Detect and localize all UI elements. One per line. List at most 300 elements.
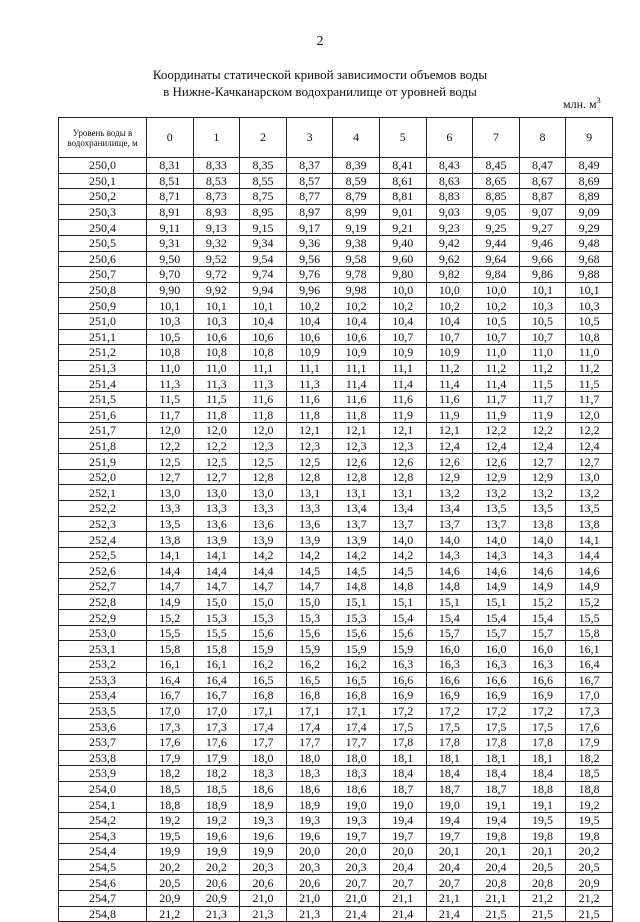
table-cell: 14,8 — [426, 579, 473, 595]
table-cell: 13,1 — [333, 485, 380, 501]
document-title — [0, 66, 640, 100]
table-cell: 13,6 — [286, 516, 333, 532]
table-cell: 19,1 — [473, 797, 520, 813]
table-cell: 20,4 — [426, 859, 473, 875]
table-cell: 9,44 — [473, 235, 520, 251]
row-level: 254,2 — [59, 812, 147, 828]
table-cell: 16,2 — [240, 657, 287, 673]
table-cell: 14,6 — [519, 563, 566, 579]
table-cell: 9,84 — [473, 267, 520, 283]
table-cell: 14,6 — [426, 563, 473, 579]
header-col-4: 4 — [333, 118, 380, 158]
table-cell: 12,1 — [286, 423, 333, 439]
table-cell: 9,25 — [473, 220, 520, 236]
table-cell: 15,7 — [519, 625, 566, 641]
table-cell: 17,2 — [473, 703, 520, 719]
row-level: 252,9 — [59, 610, 147, 626]
table-cell: 9,01 — [379, 204, 426, 220]
table-cell: 13,7 — [379, 516, 426, 532]
table-cell: 20,2 — [193, 859, 240, 875]
table-cell: 13,3 — [147, 501, 194, 517]
table-cell: 11,3 — [240, 376, 287, 392]
table-cell: 11,0 — [473, 345, 520, 361]
table-row — [59, 594, 613, 610]
table-cell: 16,3 — [473, 657, 520, 673]
table-cell: 9,03 — [426, 204, 473, 220]
table-cell: 11,6 — [333, 391, 380, 407]
table-cell: 10,7 — [426, 329, 473, 345]
table-cell: 19,6 — [286, 828, 333, 844]
table-cell: 11,4 — [333, 376, 380, 392]
table-cell: 13,9 — [333, 532, 380, 548]
table-cell: 19,9 — [147, 844, 194, 860]
table-row — [59, 282, 613, 298]
table-cell: 13,5 — [566, 501, 613, 517]
table-cell: 15,0 — [240, 594, 287, 610]
table-cell: 16,1 — [147, 657, 194, 673]
table-cell: 11,6 — [379, 391, 426, 407]
table-cell: 20,8 — [519, 875, 566, 891]
table-row — [59, 844, 613, 860]
table-cell: 13,4 — [379, 501, 426, 517]
table-cell: 13,8 — [566, 516, 613, 532]
table-cell: 19,8 — [473, 828, 520, 844]
table-cell: 9,82 — [426, 267, 473, 283]
table-cell: 11,5 — [193, 391, 240, 407]
table-cell: 10,4 — [333, 313, 380, 329]
table-cell: 12,6 — [426, 454, 473, 470]
table-cell: 8,89 — [566, 189, 613, 205]
table-cell: 8,69 — [566, 173, 613, 189]
table-cell: 9,64 — [473, 251, 520, 267]
table-row — [59, 766, 613, 782]
row-level: 252,3 — [59, 516, 147, 532]
table-cell: 17,8 — [379, 734, 426, 750]
table-cell: 15,0 — [286, 594, 333, 610]
table-cell: 18,7 — [473, 781, 520, 797]
table-cell: 8,81 — [379, 189, 426, 205]
table-cell: 12,9 — [473, 469, 520, 485]
table-cell: 15,9 — [333, 641, 380, 657]
table-cell: 8,77 — [286, 189, 333, 205]
table-row — [59, 812, 613, 828]
table-cell: 21,4 — [333, 906, 380, 922]
table-cell: 17,6 — [193, 734, 240, 750]
table-cell: 10,1 — [240, 298, 287, 314]
table-cell: 13,4 — [426, 501, 473, 517]
table-row — [59, 485, 613, 501]
table-cell: 16,7 — [566, 672, 613, 688]
table-cell: 11,1 — [379, 360, 426, 376]
table-cell: 10,1 — [147, 298, 194, 314]
table-cell: 17,5 — [519, 719, 566, 735]
table-cell: 19,9 — [240, 844, 287, 860]
table-cell: 10,3 — [566, 298, 613, 314]
table-cell: 20,9 — [147, 890, 194, 906]
table-cell: 13,7 — [426, 516, 473, 532]
table-cell: 13,0 — [566, 469, 613, 485]
table-cell: 20,6 — [286, 875, 333, 891]
table-cell: 18,9 — [286, 797, 333, 813]
table-cell: 12,2 — [473, 423, 520, 439]
table-cell: 13,2 — [473, 485, 520, 501]
table-cell: 10,4 — [426, 313, 473, 329]
table-cell: 14,0 — [379, 532, 426, 548]
table-cell: 11,8 — [333, 407, 380, 423]
table-cell: 9,96 — [286, 282, 333, 298]
table-cell: 9,36 — [286, 235, 333, 251]
header-col-6: 6 — [426, 118, 473, 158]
table-cell: 12,3 — [379, 438, 426, 454]
table-cell: 19,2 — [193, 812, 240, 828]
table-cell: 12,9 — [426, 469, 473, 485]
table-cell: 11,6 — [286, 391, 333, 407]
table-cell: 10,0 — [379, 282, 426, 298]
header-col-3: 3 — [286, 118, 333, 158]
table-row — [59, 532, 613, 548]
table-cell: 15,4 — [519, 610, 566, 626]
table-cell: 11,7 — [147, 407, 194, 423]
table-cell: 17,7 — [240, 734, 287, 750]
table-cell: 17,7 — [333, 734, 380, 750]
table-cell: 12,8 — [379, 469, 426, 485]
table-cell: 8,71 — [147, 189, 194, 205]
table-cell: 12,8 — [333, 469, 380, 485]
table-cell: 9,72 — [193, 267, 240, 283]
table-row — [59, 189, 613, 205]
table-cell: 16,3 — [379, 657, 426, 673]
table-cell: 10,2 — [473, 298, 520, 314]
table-cell: 11,7 — [519, 391, 566, 407]
row-level: 254,1 — [59, 797, 147, 813]
table-cell: 9,07 — [519, 204, 566, 220]
table-cell: 11,2 — [426, 360, 473, 376]
table-cell: 17,7 — [286, 734, 333, 750]
row-level: 250,8 — [59, 282, 147, 298]
table-cell: 11,1 — [286, 360, 333, 376]
table-cell: 12,7 — [147, 469, 194, 485]
table-cell: 15,5 — [566, 610, 613, 626]
table-cell: 12,0 — [193, 423, 240, 439]
table-cell: 13,7 — [333, 516, 380, 532]
table-cell: 18,8 — [566, 781, 613, 797]
table-row — [59, 875, 613, 891]
table-cell: 14,2 — [379, 547, 426, 563]
row-level: 253,1 — [59, 641, 147, 657]
table-cell: 20,3 — [286, 859, 333, 875]
table-cell: 20,2 — [566, 844, 613, 860]
table-row — [59, 220, 613, 236]
table-cell: 8,43 — [426, 158, 473, 174]
table-cell: 13,8 — [519, 516, 566, 532]
table-cell: 15,6 — [333, 625, 380, 641]
table-cell: 8,93 — [193, 204, 240, 220]
table-cell: 19,1 — [519, 797, 566, 813]
row-level: 254,7 — [59, 890, 147, 906]
table-cell: 20,0 — [333, 844, 380, 860]
table-cell: 11,4 — [473, 376, 520, 392]
table-cell: 15,1 — [333, 594, 380, 610]
row-level: 253,2 — [59, 657, 147, 673]
table-row — [59, 547, 613, 563]
table-cell: 10,7 — [379, 329, 426, 345]
table-cell: 12,8 — [286, 469, 333, 485]
table-cell: 10,1 — [519, 282, 566, 298]
table-row — [59, 890, 613, 906]
table-cell: 13,7 — [473, 516, 520, 532]
table-cell: 19,3 — [286, 812, 333, 828]
table-cell: 16,0 — [519, 641, 566, 657]
table-row — [59, 688, 613, 704]
table-cell: 14,7 — [193, 579, 240, 595]
table-cell: 11,7 — [566, 391, 613, 407]
table-cell: 16,8 — [240, 688, 287, 704]
table-row — [59, 563, 613, 579]
table-cell: 12,0 — [566, 407, 613, 423]
table-cell: 16,3 — [426, 657, 473, 673]
table-row — [59, 158, 613, 174]
row-level: 250,3 — [59, 204, 147, 220]
table-cell: 19,8 — [566, 828, 613, 844]
table-row — [59, 407, 613, 423]
table-row — [59, 360, 613, 376]
table-cell: 14,9 — [147, 594, 194, 610]
table-cell: 21,5 — [566, 906, 613, 922]
table-cell: 15,5 — [193, 625, 240, 641]
table-cell: 18,4 — [519, 766, 566, 782]
title-line-1: Координаты статической кривой зависимости объемов воды — [152, 67, 488, 82]
table-cell: 10,9 — [286, 345, 333, 361]
table-cell: 14,7 — [240, 579, 287, 595]
table-cell: 11,5 — [566, 376, 613, 392]
row-level: 253,9 — [59, 766, 147, 782]
table-cell: 13,6 — [240, 516, 287, 532]
table-cell: 14,9 — [566, 579, 613, 595]
table-cell: 17,8 — [426, 734, 473, 750]
table-row — [59, 672, 613, 688]
table-cell: 17,2 — [519, 703, 566, 719]
table-cell: 9,19 — [333, 220, 380, 236]
table-cell: 15,5 — [147, 625, 194, 641]
table-cell: 8,75 — [240, 189, 287, 205]
table-cell: 9,90 — [147, 282, 194, 298]
table-cell: 20,3 — [333, 859, 380, 875]
table-cell: 10,7 — [519, 329, 566, 345]
table-cell: 20,0 — [379, 844, 426, 860]
header-col-1: 1 — [193, 118, 240, 158]
table-cell: 11,6 — [240, 391, 287, 407]
table-cell: 13,1 — [286, 485, 333, 501]
table-cell: 10,2 — [379, 298, 426, 314]
table-cell: 14,5 — [379, 563, 426, 579]
table-cell: 19,2 — [566, 797, 613, 813]
table-cell: 15,6 — [286, 625, 333, 641]
row-level: 252,1 — [59, 485, 147, 501]
table-row — [59, 204, 613, 220]
table-cell: 15,1 — [473, 594, 520, 610]
header-row — [59, 118, 613, 158]
table-cell: 14,4 — [566, 547, 613, 563]
header-col-2: 2 — [240, 118, 287, 158]
table-cell: 12,4 — [426, 438, 473, 454]
table-cell: 21,0 — [333, 890, 380, 906]
table-cell: 18,5 — [566, 766, 613, 782]
table-row — [59, 251, 613, 267]
table-cell: 12,4 — [473, 438, 520, 454]
table-cell: 8,37 — [286, 158, 333, 174]
table-cell: 12,9 — [519, 469, 566, 485]
table-cell: 15,4 — [426, 610, 473, 626]
table-cell: 8,47 — [519, 158, 566, 174]
table-cell: 19,7 — [333, 828, 380, 844]
table-cell: 9,94 — [240, 282, 287, 298]
table-cell: 19,7 — [426, 828, 473, 844]
table-cell: 17,3 — [147, 719, 194, 735]
table-cell: 17,1 — [333, 703, 380, 719]
table-cell: 16,9 — [379, 688, 426, 704]
table-cell: 12,3 — [240, 438, 287, 454]
table-cell: 17,6 — [566, 719, 613, 735]
table-cell: 20,5 — [519, 859, 566, 875]
table-cell: 9,58 — [333, 251, 380, 267]
table-cell: 13,2 — [519, 485, 566, 501]
table-cell: 9,23 — [426, 220, 473, 236]
table-cell: 11,9 — [473, 407, 520, 423]
row-level: 251,2 — [59, 345, 147, 361]
table-cell: 14,3 — [426, 547, 473, 563]
table-cell: 10,5 — [473, 313, 520, 329]
table-cell: 17,1 — [240, 703, 287, 719]
row-level: 253,4 — [59, 688, 147, 704]
table-cell: 17,0 — [193, 703, 240, 719]
table-cell: 12,1 — [379, 423, 426, 439]
unit-superscript: 3 — [596, 96, 601, 105]
table-cell: 9,92 — [193, 282, 240, 298]
table-cell: 18,5 — [147, 781, 194, 797]
table-cell: 18,5 — [193, 781, 240, 797]
table-cell: 20,9 — [566, 875, 613, 891]
table-cell: 13,3 — [193, 501, 240, 517]
table-cell: 8,35 — [240, 158, 287, 174]
table-row — [59, 376, 613, 392]
header-col-8: 8 — [519, 118, 566, 158]
table-cell: 11,2 — [473, 360, 520, 376]
table-row — [59, 610, 613, 626]
table-cell: 17,9 — [566, 734, 613, 750]
table-cell: 17,9 — [147, 750, 194, 766]
table-row — [59, 345, 613, 361]
table-cell: 9,56 — [286, 251, 333, 267]
table-cell: 9,66 — [519, 251, 566, 267]
table-cell: 14,4 — [147, 563, 194, 579]
table-cell: 16,8 — [333, 688, 380, 704]
table-cell: 19,4 — [473, 812, 520, 828]
table-cell: 18,6 — [240, 781, 287, 797]
table-cell: 10,3 — [519, 298, 566, 314]
row-level: 250,4 — [59, 220, 147, 236]
table-cell: 15,6 — [240, 625, 287, 641]
row-level: 252,6 — [59, 563, 147, 579]
row-level: 251,9 — [59, 454, 147, 470]
table-cell: 15,6 — [379, 625, 426, 641]
table-cell: 10,8 — [147, 345, 194, 361]
table-cell: 12,4 — [566, 438, 613, 454]
table-cell: 18,0 — [333, 750, 380, 766]
table-cell: 12,1 — [333, 423, 380, 439]
table-row — [59, 469, 613, 485]
row-level: 254,6 — [59, 875, 147, 891]
table-cell: 14,0 — [519, 532, 566, 548]
table-cell: 15,0 — [193, 594, 240, 610]
table-cell: 16,3 — [519, 657, 566, 673]
table-cell: 17,2 — [379, 703, 426, 719]
table-row — [59, 454, 613, 470]
table-cell: 14,2 — [240, 547, 287, 563]
row-level: 250,1 — [59, 173, 147, 189]
table-cell: 9,29 — [566, 220, 613, 236]
table-cell: 18,1 — [519, 750, 566, 766]
table-row — [59, 797, 613, 813]
table-cell: 9,13 — [193, 220, 240, 236]
table-cell: 18,3 — [240, 766, 287, 782]
table-cell: 10,7 — [473, 329, 520, 345]
table-cell: 17,5 — [379, 719, 426, 735]
row-level: 250,2 — [59, 189, 147, 205]
table-cell: 20,4 — [379, 859, 426, 875]
table-cell: 17,4 — [286, 719, 333, 735]
table-cell: 16,9 — [519, 688, 566, 704]
table-cell: 21,3 — [193, 906, 240, 922]
table-cell: 9,17 — [286, 220, 333, 236]
table-cell: 8,67 — [519, 173, 566, 189]
table-cell: 14,9 — [473, 579, 520, 595]
row-level: 250,6 — [59, 251, 147, 267]
row-level: 250,9 — [59, 298, 147, 314]
table-cell: 12,3 — [333, 438, 380, 454]
table-cell: 9,62 — [426, 251, 473, 267]
table-cell: 18,4 — [426, 766, 473, 782]
table-row — [59, 657, 613, 673]
row-level: 252,5 — [59, 547, 147, 563]
table-cell: 18,3 — [333, 766, 380, 782]
table-row — [59, 235, 613, 251]
table-cell: 10,6 — [240, 329, 287, 345]
table-cell: 10,5 — [566, 313, 613, 329]
table-cell: 19,6 — [193, 828, 240, 844]
table-cell: 19,9 — [193, 844, 240, 860]
table-cell: 21,1 — [379, 890, 426, 906]
table-cell: 11,6 — [426, 391, 473, 407]
table-cell: 8,31 — [147, 158, 194, 174]
row-level: 251,4 — [59, 376, 147, 392]
table-cell: 20,8 — [473, 875, 520, 891]
table-cell: 17,5 — [426, 719, 473, 735]
table-cell: 10,9 — [333, 345, 380, 361]
row-level: 250,0 — [59, 158, 147, 174]
table-cell: 9,15 — [240, 220, 287, 236]
table-cell: 21,2 — [147, 906, 194, 922]
table-cell: 11,2 — [566, 360, 613, 376]
table-cell: 19,6 — [240, 828, 287, 844]
table-cell: 13,5 — [519, 501, 566, 517]
table-row — [59, 173, 613, 189]
table-cell: 15,1 — [426, 594, 473, 610]
table-cell: 19,5 — [519, 812, 566, 828]
table-cell: 10,2 — [333, 298, 380, 314]
table-cell: 10,6 — [193, 329, 240, 345]
table-cell: 11,0 — [566, 345, 613, 361]
table-cell: 19,5 — [147, 828, 194, 844]
